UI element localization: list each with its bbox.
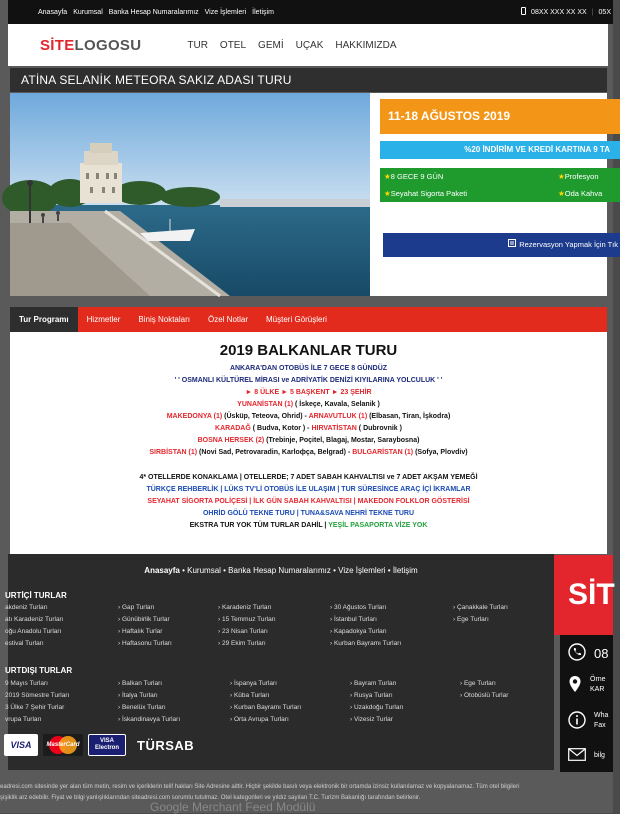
mobile-phone-icon: [521, 7, 526, 17]
top-link-visa[interactable]: Vize İşlemleri: [204, 8, 247, 16]
top-bar: [8, 0, 613, 24]
footer-tour-link[interactable]: › İstanbul Turları: [330, 616, 377, 623]
footer-tour-link[interactable]: › Bayram Turları: [350, 680, 397, 687]
star-icon: ★: [558, 189, 565, 198]
footer-link-column: [453, 604, 508, 628]
program-theme: ' ' OSMANLI KÜLTÜREL MİRASI ve ADRİYATİK DENİZİ KIYILARINA YOLCULUK ' ': [174, 377, 443, 384]
side-address-line-1: Örne: [590, 676, 606, 683]
side-address: [568, 675, 606, 695]
reservation-button[interactable]: [383, 233, 620, 257]
country-line-segment: MAKEDONYA (1): [166, 413, 223, 420]
side-phone-number: 08: [594, 645, 609, 661]
footer-link-column: [350, 680, 403, 728]
side-info: [568, 711, 608, 731]
nav-ucak[interactable]: UÇAK: [295, 39, 324, 51]
country-line-segment: (Üsküp, Teteova, Ohrid) -: [222, 413, 309, 420]
feature-guide-text: Profesyon: [564, 172, 599, 181]
top-link-bank[interactable]: Banka Hesap Numaralarımız: [108, 8, 199, 16]
main-nav: [187, 40, 396, 51]
country-line-segment: ARNAVUTLUK (1): [308, 413, 368, 420]
star-icon: ★: [384, 172, 391, 181]
footer-tour-link[interactable]: › Küba Turları: [230, 692, 270, 699]
footer-link-column: [118, 680, 180, 728]
legal-line-2: şişiklik arz edebilir. Fiyat ve bilgi yanlışlıklarından siteadresi.com sorumlu tutulmaz. Otel kategorileri ve yıldız sayıları T.C. Turizm Bakanlığı tarafından belirlenir.: [0, 795, 421, 801]
footer-tour-link[interactable]: › Balkan Turları: [118, 680, 163, 687]
program-extra: [10, 522, 607, 529]
top-contact: [521, 7, 613, 17]
footer-tour-link[interactable]: 9 Mayıs Turları: [5, 680, 48, 687]
feature-insurance-text: Seyahat Sigorta Paketi: [390, 189, 468, 198]
footer-tour-link[interactable]: › Vizesiz Turlar: [350, 716, 393, 723]
footer-link-home[interactable]: Anasayfa: [144, 566, 180, 575]
footer-tour-link[interactable]: › 15 Temmuz Turları: [218, 616, 276, 623]
logo-part-site: SİTE: [40, 36, 75, 54]
footer-tour-link[interactable]: › Günübirlik Turlar: [118, 616, 170, 623]
visa-electron-logo: VISA Electron: [88, 734, 126, 756]
footer-tour-link[interactable]: › Haftasonu Turları: [118, 640, 172, 647]
footer-tour-link[interactable]: › 23 Nisan Turları: [218, 628, 268, 635]
info-icon: [568, 711, 586, 731]
footer-tour-link[interactable]: 3 Ülke 7 Şehir Turlar: [5, 704, 65, 711]
top-phone[interactable]: 08XX XXX XX XX: [531, 8, 587, 16]
footer-tour-link[interactable]: atı Karadeniz Turları: [5, 616, 64, 623]
country-line: [10, 437, 607, 444]
country-line: [10, 425, 607, 432]
country-line-segment: ( İskeçe, Kavala, Selanik ): [293, 401, 380, 408]
feature-duration: [384, 172, 443, 181]
country-line: [10, 401, 607, 408]
feature-duration-text: 8 GECE 9 GÜN: [390, 172, 444, 181]
top-link-home[interactable]: Anasayfa: [38, 8, 68, 16]
footer-tour-link[interactable]: › Kurban Bayramı Turları: [230, 704, 302, 711]
country-line-segment: ( Dubrovnik ): [356, 425, 402, 432]
phone-icon: [568, 643, 586, 663]
country-line-segment: BOSNA HERSEK (2): [197, 437, 265, 444]
site-header: [8, 24, 608, 66]
payment-logos: [4, 734, 194, 756]
footer-tour-link[interactable]: › Haftalık Turlar: [118, 628, 163, 635]
background-bottom-text: Google Merchant Feed Modülü: [150, 800, 316, 814]
program-heading: 2019 BALKANLAR TURU: [219, 342, 398, 359]
side-info-line-2: Fax: [594, 722, 606, 729]
star-icon: ★: [558, 172, 565, 181]
footer-link-column: [330, 604, 401, 652]
feature-insurance: [384, 189, 467, 198]
footer-tour-link[interactable]: › Ege Turları: [460, 680, 496, 687]
country-line-segment: SIRBİSTAN (1): [149, 449, 198, 456]
feature-breakfast: [558, 189, 602, 198]
footer-tour-link[interactable]: › İspanya Turları: [230, 680, 277, 687]
side-email-text: bilg: [594, 752, 605, 759]
footer-link-column: [5, 604, 64, 652]
nav-hakkimizda[interactable]: HAKKIMIZDA: [335, 39, 397, 51]
program-boat: OHRİD GÖLÜ TEKNE TURU | TUNA&SAVA NEHRİ TEKNE TURU: [202, 510, 415, 517]
footer-nav: Anasayfa • Kurumsal • Banka Hesap Numaralarımız • Vize İşlemleri • İletişim: [144, 566, 418, 575]
side-address-text: [590, 675, 606, 695]
logo-part-logosu: LOGOSU: [74, 36, 142, 54]
tab-services[interactable]: Hizmetler: [86, 315, 121, 324]
footer-link-column: [230, 680, 301, 728]
footer-tour-link[interactable]: › Kurban Bayramı Turları: [330, 640, 402, 647]
footer-link-contact[interactable]: İletişim: [392, 566, 418, 575]
tab-program[interactable]: Tur Programı: [10, 307, 78, 332]
country-line-segment: HIRVATİSTAN: [311, 425, 357, 432]
country-line-segment: (Elbasan, Tiran, İşkodra): [367, 413, 451, 420]
tour-photo: [10, 93, 370, 296]
tour-info-panel: [370, 93, 618, 296]
side-email[interactable]: [568, 748, 605, 763]
side-phone[interactable]: [568, 643, 608, 663]
program-subtitle: ANKARA'DAN OTOBÜS İLE 7 GECE 8 GÜNDÜZ: [229, 365, 388, 372]
tour-title: ATİNA SELANİK METEORA SAKIZ ADASI TURU: [10, 68, 607, 92]
top-phone-2[interactable]: 05X: [598, 8, 611, 16]
tour-dates: 11-18 AĞUSTOS 2019: [380, 99, 620, 134]
top-link-corporate[interactable]: Kurumsal: [73, 8, 103, 16]
footer-tour-link[interactable]: akdeniz Turları: [5, 604, 48, 611]
footer-link-column: [118, 604, 172, 652]
tab-boarding-points[interactable]: Biniş Noktaları: [138, 315, 190, 324]
site-logo[interactable]: [40, 37, 141, 54]
footer-tour-link[interactable]: › Uzakdoğu Turları: [350, 704, 404, 711]
discount-banner: %20 İNDİRİM VE KREDİ KARTINA 9 TA: [380, 141, 620, 159]
footer-tour-link[interactable]: › 30 Ağustos Turları: [330, 604, 387, 611]
footer-tour-link[interactable]: › Ege Turları: [453, 616, 489, 623]
country-line-segment: (Sofya, Plovdiv): [413, 449, 468, 456]
program-hotels: 4* OTELLERDE KONAKLAMA | OTELLERDE; 7 ADET SABAH KAHVALTISI ve 7 ADET AKŞAM YEMEĞİ: [139, 474, 478, 481]
footer-tour-link[interactable]: › Kapadokya Turları: [330, 628, 387, 635]
abroad-tours-heading: URTDIŞI TURLAR: [5, 666, 73, 675]
domestic-tours-heading: URTİÇİ TURLAR: [5, 591, 67, 600]
visa-logo: VISA: [4, 734, 38, 756]
side-info-text: [594, 711, 608, 731]
top-link-contact[interactable]: İletişim: [252, 8, 274, 16]
country-line: [10, 413, 607, 420]
reservation-label: Rezervasyon Yapmak İçin Tık: [519, 240, 618, 249]
footer-tour-link[interactable]: oğu Anadolu Turları: [5, 628, 62, 635]
top-phone-separator: |: [591, 8, 594, 16]
footer-tour-link[interactable]: › Benelüx Turları: [118, 704, 166, 711]
country-line-segment: ( Budva, Kotor ) -: [250, 425, 312, 432]
footer-tour-link[interactable]: › Gap Turları: [118, 604, 155, 611]
footer-link-corporate[interactable]: Kurumsal: [187, 566, 221, 575]
top-links: [38, 9, 274, 16]
country-line-segment: (Trebinje, Poçitel, Blagaj, Mostar, Saraybosna): [264, 437, 420, 444]
side-logo[interactable]: SİT: [554, 555, 613, 635]
footer-tour-link[interactable]: 2019 Sömestre Turları: [5, 692, 70, 699]
program-insurance: SEYAHAT SİGORTA POLİÇESİ | İLK GÜN SABAH KAHVALTISI | MAKEDON FOLKLOR GÖSTERİSİ: [147, 498, 470, 505]
program-visa-free: YEŞİL PASAPORTA VİZE YOK: [328, 522, 428, 529]
program-counts: ► 8 ÜLKE ► 5 BAŞKENT ► 23 ŞEHİR: [245, 389, 372, 396]
star-icon: ★: [384, 189, 391, 198]
tab-reviews[interactable]: Müşteri Görüşleri: [266, 315, 327, 324]
nav-tur[interactable]: TUR: [187, 39, 208, 51]
footer-link-column: [5, 680, 69, 728]
country-line: [10, 449, 607, 456]
footer-tour-link[interactable]: › Otobüslü Turlar: [460, 692, 509, 699]
nav-otel[interactable]: OTEL: [219, 39, 247, 51]
footer-tour-link[interactable]: › Karadeniz Turları: [218, 604, 272, 611]
tursab-logo: TÜRSAB: [137, 737, 195, 753]
program-extra-tours: EKSTRA TUR YOK TÜM TURLAR DAHİL |: [189, 522, 329, 529]
country-line-segment: YUNANİSTAN (1): [237, 401, 294, 408]
tour-program: [10, 332, 607, 554]
location-pin-icon: [568, 675, 582, 695]
footer-link-visa[interactable]: Vize İşlemleri: [338, 566, 386, 575]
side-info-line-1: Wha: [594, 712, 609, 719]
footer-link-column: [218, 604, 276, 652]
country-line-segment: BULGARİSTAN (1): [352, 449, 414, 456]
footer-link-column: [460, 680, 508, 704]
footer-tour-link[interactable]: › 29 Ekim Turları: [218, 640, 266, 647]
program-guide: TÜRKÇE REHBERLİK | LÜKS TV'Lİ OTOBÜS İLE ULAŞIM | TUR SÜRESİNCE ARAÇ İÇİ İKRAMLAR: [146, 486, 471, 493]
footer-tour-link[interactable]: › Rusya Turları: [350, 692, 393, 699]
tab-special-notes[interactable]: Özel Notlar: [208, 315, 249, 324]
mastercard-logo: [43, 734, 83, 756]
country-line-segment: (Novi Sad, Petrovaradin, Karloфça, Belgrad) -: [197, 449, 353, 456]
footer-tour-link[interactable]: estival Turları: [5, 640, 44, 647]
side-address-line-2: KAR: [590, 686, 605, 693]
tour-tabs: [10, 307, 607, 332]
contact-panel: [560, 635, 613, 772]
legal-notice: [0, 784, 613, 806]
footer-tour-link[interactable]: vrupa Turları: [5, 716, 42, 723]
footer-tour-link[interactable]: › İtalya Turları: [118, 692, 158, 699]
features-box: [380, 168, 620, 202]
envelope-icon: [568, 748, 586, 763]
footer-tour-link[interactable]: › İskandinavya Turları: [118, 716, 181, 723]
footer-link-bank[interactable]: Banka Hesap Numaralarımız: [228, 566, 331, 575]
mastercard-label: MasterCard: [46, 742, 80, 748]
country-line-segment: KARADAĞ: [215, 425, 251, 432]
footer-tour-link[interactable]: › Orta Avrupa Turları: [230, 716, 289, 723]
footer-tour-link[interactable]: › Çanakkale Turları: [453, 604, 508, 611]
list-icon: [508, 233, 516, 257]
nav-gemi[interactable]: GEMİ: [258, 39, 284, 51]
legal-line-1: eadresi.com sitesinde yer alan tüm metin, resim ve içeriklerin telif hakları Site Adresine aittir. Hiçbir şekilde basılı veya elektronik bir ortamda izinsiz kullanılamaz ve kopyalanamaz. Tüm otel bilgileri: [0, 784, 520, 790]
feature-breakfast-text: Oda Kahva: [564, 189, 603, 198]
feature-guide: [558, 172, 599, 181]
site-footer: [5, 554, 554, 770]
